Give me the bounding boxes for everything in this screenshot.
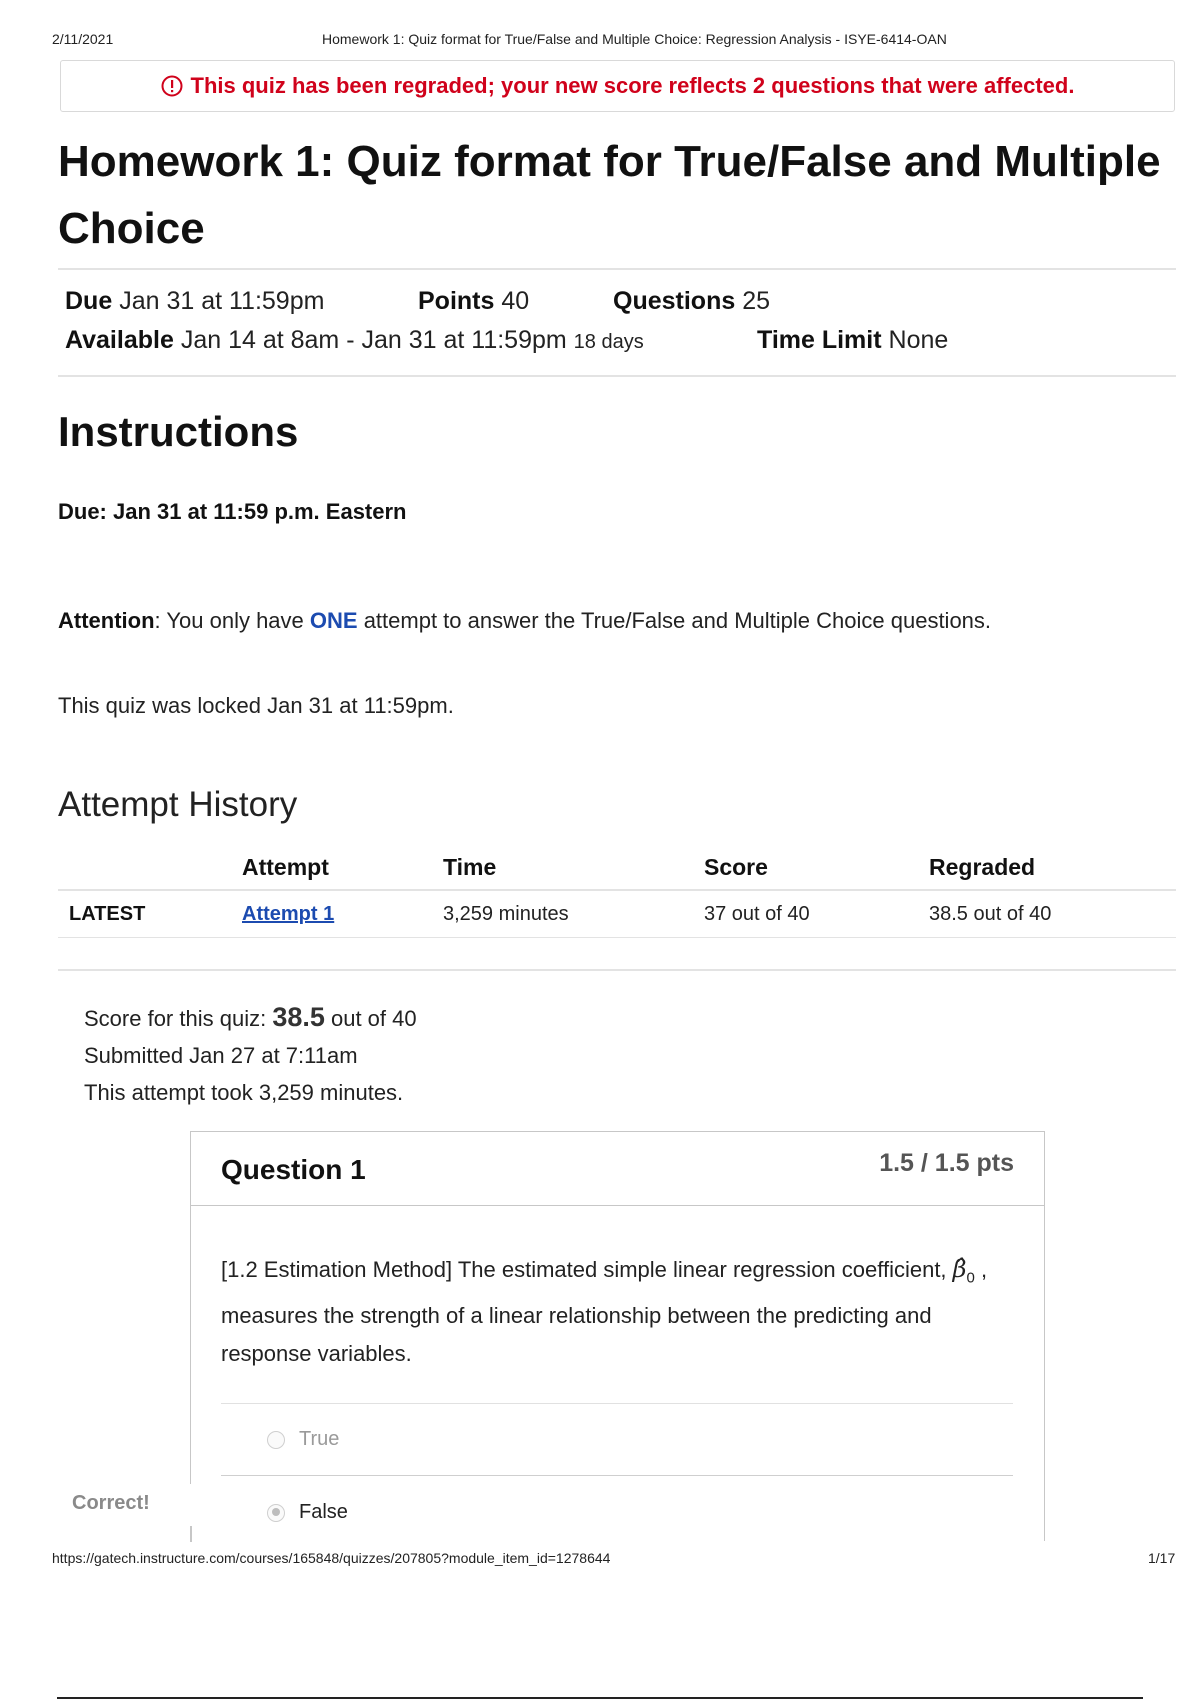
question-text [221,1250,1001,1373]
time-limit [757,326,948,355]
question-title: Question 1 [221,1154,366,1185]
points [418,287,529,316]
print-page-number: 1/17 [1148,1550,1176,1566]
answer-option[interactable] [267,1428,339,1451]
due-label: Due [65,287,113,315]
table-row-divider [58,937,1176,938]
feedback-correct: Correct! [72,1492,150,1514]
duration-text: This attempt took 3,259 minutes. [84,1080,404,1105]
beta-subscript: 0 [966,1269,975,1287]
questions-label: Questions [613,287,736,315]
column-header: Attempt [242,854,329,880]
instructions-heading: Instructions [58,408,299,455]
print-page-title: Homework 1: Quiz format for True/False and Multiple Choice: Regression Analysis - ISYE-6414-OAN [322,31,947,47]
score-prefix: Score for this quiz: [84,1006,273,1031]
attention-pre: : You only have [154,608,310,633]
attempt-history-heading: Attempt History [58,785,298,824]
radio-unselected-icon [267,1431,285,1449]
attempt-regraded: 38.5 out of 40 [929,903,1052,925]
column-header: Time [443,854,497,880]
submitted-text: Submitted Jan 27 at 7:11am [84,1043,358,1068]
table-header-divider [58,889,1176,891]
divider [58,969,1176,971]
question-text-post: , measures the strength of a linear relationship between the predicting and response variables. [221,1257,988,1367]
latest-tag: LATEST [69,903,146,925]
column-header: Regraded [929,854,1036,880]
time-limit-value: None [888,326,949,354]
available-days: 18 days [573,331,644,353]
page-title: Homework 1: Quiz format for True/False and Multiple Choice [58,137,1161,253]
attempt-score: 37 out of 40 [704,903,810,925]
answer-divider [221,1403,1013,1404]
feedback-gap [190,1484,204,1542]
score-summary [84,1002,417,1033]
score-suffix: out of 40 [324,1006,417,1031]
divider [58,375,1176,377]
radio-selected-icon [267,1504,285,1522]
answer-divider [221,1475,1013,1476]
attention-post: attempt to answer the True/False and Multiple Choice questions. [357,608,992,633]
due-date [65,287,324,316]
card-edge [190,1526,192,1542]
print-date: 2/11/2021 [52,31,114,47]
warning-icon [161,75,183,97]
available-label: Available [65,326,174,354]
question-card [190,1131,1045,1541]
time-limit-label: Time Limit [757,326,882,354]
availability [65,326,644,355]
question-points: 1.5 / 1.5 pts [879,1149,1014,1177]
due-line: Due: Jan 31 at 11:59 p.m. Eastern [58,499,407,524]
attempt-time: 3,259 minutes [443,903,569,925]
question-header [191,1132,1044,1206]
divider [58,268,1176,270]
answer-option[interactable] [267,1501,348,1524]
points-label: Points [418,287,495,315]
beta-symbol: β̂ [952,1255,967,1283]
attention-emphasis: ONE [309,608,358,633]
locked-text: This quiz was locked Jan 31 at 11:59pm. [58,693,454,718]
points-value: 40 [501,287,530,315]
print-url: https://gatech.instructure.com/courses/165848/quizzes/207805?module_item_id=1278644 [52,1550,611,1566]
regrade-notice [60,60,1175,112]
column-header: Score [704,854,768,880]
question-text-pre: [1.2 Estimation Method] The estimated simple linear regression coefficient, [221,1257,953,1282]
bottom-rule [57,1697,1143,1699]
due-value: Jan 31 at 11:59pm [119,287,325,315]
available-value: Jan 14 at 8am - Jan 31 at 11:59pm [180,326,567,354]
questions-value: 25 [742,287,771,315]
score-value: 38.5 [272,1002,325,1032]
attempt-link[interactable]: Attempt 1 [242,903,335,925]
answer-label: True [299,1428,340,1450]
regrade-notice-text: This quiz has been regraded; your new score reflects 2 questions that were affected. [190,73,1075,98]
questions-count [613,287,770,316]
attention-text [58,608,991,634]
answer-label: False [299,1501,348,1523]
attention-label: Attention [58,608,155,633]
